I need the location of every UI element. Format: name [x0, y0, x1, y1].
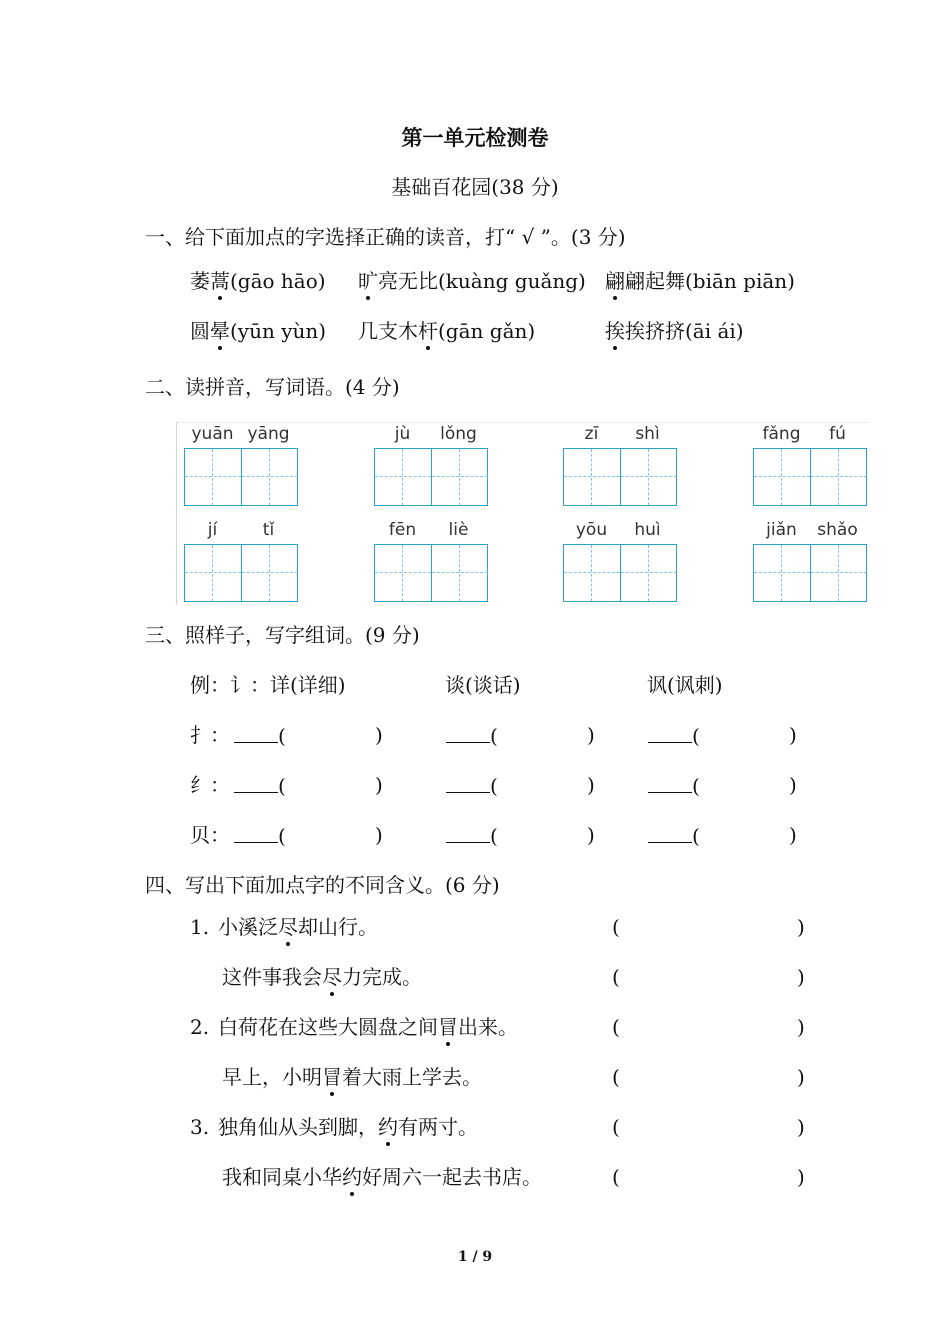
writing-cell[interactable] [620, 545, 676, 601]
q3-char-blank[interactable] [234, 822, 278, 843]
q3-answer-blank[interactable] [234, 772, 286, 799]
writing-cell[interactable] [810, 545, 866, 601]
q3-open-paren: ( [490, 774, 498, 798]
q3-char-blank[interactable] [446, 722, 490, 743]
writing-cell[interactable] [375, 545, 431, 601]
q4-answer-open-paren[interactable]: ( [612, 1015, 620, 1039]
pinyin-syllable: shì [635, 424, 660, 444]
q3-answer-blank[interactable] [446, 772, 498, 799]
pinyin-syllable: tǐ [262, 520, 275, 540]
q4-answer-close-paren: ) [797, 1165, 805, 1189]
q4-sentence [218, 914, 378, 940]
q1-pinyin-options[interactable]: (āi ái) [685, 319, 744, 343]
q3-close-paren: ) [587, 823, 595, 847]
q4-answer-close-paren: ) [797, 1065, 805, 1089]
tianzige-cells [563, 448, 677, 506]
q4-sentence-suffix: 出来。 [458, 1015, 518, 1039]
q3-open-paren: ( [490, 724, 498, 748]
q1-dotted-char: 挨 [605, 319, 625, 343]
q4-item-number: 2. [190, 1015, 210, 1039]
q3-open-paren: ( [278, 774, 286, 798]
q1-dotted-char: 蒿 [210, 269, 230, 293]
q3-close-paren: ) [375, 773, 383, 797]
q3-example-3: 讽(讽刺) [647, 673, 723, 697]
writing-cell[interactable] [241, 449, 297, 505]
pinyin-syllable: fēn [388, 520, 417, 540]
q3-close-paren: ) [587, 773, 595, 797]
q4-dotted-char: 冒 [438, 1015, 458, 1039]
q4-answer-open-paren[interactable]: ( [612, 965, 620, 989]
writing-cell[interactable] [564, 449, 620, 505]
q4-sentence-suffix: 好周六一起去书店。 [362, 1165, 542, 1189]
q4-dotted-char: 约 [378, 1115, 398, 1139]
q4-sentence [222, 1064, 482, 1090]
q4-answer-open-paren[interactable]: ( [612, 915, 620, 939]
q3-char-blank[interactable] [446, 822, 490, 843]
q3-char-blank[interactable] [648, 772, 692, 793]
writing-cell[interactable] [185, 449, 241, 505]
q4-sentence-prefix: 这件事我会 [222, 965, 322, 989]
writing-cell[interactable] [620, 449, 676, 505]
q4-answer-close-paren: ) [797, 1115, 805, 1139]
q3-char-blank[interactable] [234, 772, 278, 793]
q4-answer-open-paren[interactable]: ( [612, 1115, 620, 1139]
q1-word-suffix: 亮无比 [378, 269, 438, 293]
q3-char-blank[interactable] [234, 722, 278, 743]
q3-open-paren: ( [490, 824, 498, 848]
tianzige-cells [184, 448, 298, 506]
q1-item [605, 318, 744, 344]
q3-close-paren: ) [789, 773, 797, 797]
q4-sentence-suffix: 着大雨上学去。 [342, 1065, 482, 1089]
writing-cell[interactable] [564, 545, 620, 601]
pinyin-syllable: fú [829, 424, 846, 444]
pinyin-syllable: zī [584, 424, 599, 444]
q1-item [358, 268, 586, 294]
writing-cell[interactable] [241, 545, 297, 601]
q3-char-blank[interactable] [446, 772, 490, 793]
tianzige-cells [753, 448, 867, 506]
q1-pinyin-options[interactable]: (gān gǎn) [438, 319, 536, 343]
q3-close-paren: ) [375, 723, 383, 747]
pinyin-syllable: yuān [191, 424, 234, 444]
tianzige-cells [753, 544, 867, 602]
q3-close-paren: ) [375, 823, 383, 847]
q1-pinyin-options[interactable]: (biān piān) [685, 269, 795, 293]
q4-sentence-prefix: 我和同桌小华 [222, 1165, 342, 1189]
q4-item-number: 1. [190, 915, 210, 939]
q3-open-paren: ( [692, 824, 700, 848]
section-subtitle: 基础百花园(38 分) [391, 175, 559, 199]
q1-pinyin-options[interactable]: (gāo hāo) [230, 269, 326, 293]
q1-item [358, 318, 535, 344]
q4-dotted-char: 冒 [322, 1065, 342, 1089]
q1-word-prefix: 圆 [190, 319, 210, 343]
pinyin-syllable: shǎo [817, 520, 858, 540]
q3-char-blank[interactable] [648, 822, 692, 843]
q3-open-paren: ( [692, 724, 700, 748]
q3-radical-label: 扌： [190, 723, 230, 747]
q1-word-suffix: 挨挤挤 [625, 319, 685, 343]
writing-cell[interactable] [810, 449, 866, 505]
pinyin-syllable: jí [207, 520, 218, 540]
q4-sentence-suffix: 力完成。 [342, 965, 422, 989]
q4-sentence-prefix: 白荷花在这些大圆盘之间 [218, 1015, 438, 1039]
q1-heading: 一、给下面加点的字选择正确的读音，打“ √ ”。(3 分) [145, 225, 626, 249]
q4-sentence-suffix: 有两寸。 [398, 1115, 478, 1139]
q4-sentence [218, 1114, 478, 1140]
tianzige-cells [374, 544, 488, 602]
pinyin-grid-panel [176, 422, 869, 605]
writing-cell[interactable] [185, 545, 241, 601]
q3-answer-blank[interactable] [648, 822, 700, 849]
pinyin-syllable: fǎng [762, 424, 801, 444]
q3-answer-blank[interactable] [648, 722, 700, 749]
pinyin-syllable: yōu [575, 520, 608, 540]
q3-answer-blank[interactable] [446, 822, 498, 849]
pinyin-syllable: huì [634, 520, 661, 540]
q4-sentence [222, 964, 422, 990]
q1-word-suffix: 翩起舞 [625, 269, 685, 293]
q1-dotted-char: 旷 [358, 269, 378, 293]
q3-open-paren: ( [278, 724, 286, 748]
q1-dotted-char: 杆 [418, 319, 438, 343]
pinyin-syllable: liè [448, 520, 469, 540]
q4-heading: 四、写出下面加点字的不同含义。(6 分) [145, 873, 500, 897]
q1-item [190, 318, 326, 344]
page-number: 1 / 9 [457, 1249, 493, 1265]
q1-pinyin-options[interactable]: (yūn yùn) [230, 319, 327, 343]
q4-dotted-char: 尽 [278, 915, 298, 939]
q3-radical-label: 贝： [190, 823, 230, 847]
q4-sentence-suffix: 却山行。 [298, 915, 378, 939]
tianzige-cells [184, 544, 298, 602]
q4-sentence [222, 1164, 542, 1190]
q1-word-prefix: 萎 [190, 269, 210, 293]
pinyin-syllable: lǒng [440, 424, 477, 444]
q3-char-blank[interactable] [648, 722, 692, 743]
q1-dotted-char: 晕 [210, 319, 230, 343]
q1-dotted-char: 翩 [605, 269, 625, 293]
q4-sentence [218, 1014, 518, 1040]
pinyin-syllable: jù [394, 424, 411, 444]
q3-close-paren: ) [789, 823, 797, 847]
q3-answer-blank[interactable] [446, 722, 498, 749]
q4-item-number: 3. [190, 1115, 210, 1139]
q3-open-paren: ( [278, 824, 286, 848]
q4-sentence-prefix: 早上，小明 [222, 1065, 322, 1089]
q1-item [605, 268, 795, 294]
q4-sentence-prefix: 独角仙从头到脚， [218, 1115, 378, 1139]
q4-sentence-prefix: 小溪泛 [218, 915, 278, 939]
q2-heading: 二、读拼音，写词语。(4 分) [145, 375, 400, 399]
q1-pinyin-options[interactable]: (kuàng guǎng) [438, 269, 586, 293]
q3-open-paren: ( [692, 774, 700, 798]
q3-heading: 三、照样子，写字组词。(9 分) [145, 623, 420, 647]
q3-answer-blank[interactable] [234, 822, 286, 849]
pinyin-syllable: jiǎn [766, 520, 797, 540]
q3-close-paren: ) [587, 723, 595, 747]
q3-example-2: 谈(谈话) [445, 673, 521, 697]
writing-cell[interactable] [431, 449, 487, 505]
q1-item [190, 268, 326, 294]
q4-dotted-char: 尽 [322, 965, 342, 989]
writing-cell[interactable] [754, 449, 810, 505]
q1-word-prefix: 几支木 [358, 319, 418, 343]
q3-close-paren: ) [789, 723, 797, 747]
q3-answer-blank[interactable] [234, 722, 286, 749]
q4-dotted-char: 约 [342, 1165, 362, 1189]
writing-cell[interactable] [754, 545, 810, 601]
q4-answer-close-paren: ) [797, 965, 805, 989]
q4-answer-close-paren: ) [797, 915, 805, 939]
page-title: 第一单元检测卷 [401, 125, 549, 150]
q4-answer-close-paren: ) [797, 1015, 805, 1039]
writing-cell[interactable] [431, 545, 487, 601]
q3-example-1: 例：讠：详(详细) [190, 673, 346, 697]
tianzige-cells [374, 448, 488, 506]
pinyin-syllable: yāng [247, 424, 290, 444]
q3-answer-blank[interactable] [648, 772, 700, 799]
writing-cell[interactable] [375, 449, 431, 505]
tianzige-cells [563, 544, 677, 602]
q4-answer-open-paren[interactable]: ( [612, 1065, 620, 1089]
q3-radical-label: 纟： [190, 773, 230, 797]
q4-answer-open-paren[interactable]: ( [612, 1165, 620, 1189]
